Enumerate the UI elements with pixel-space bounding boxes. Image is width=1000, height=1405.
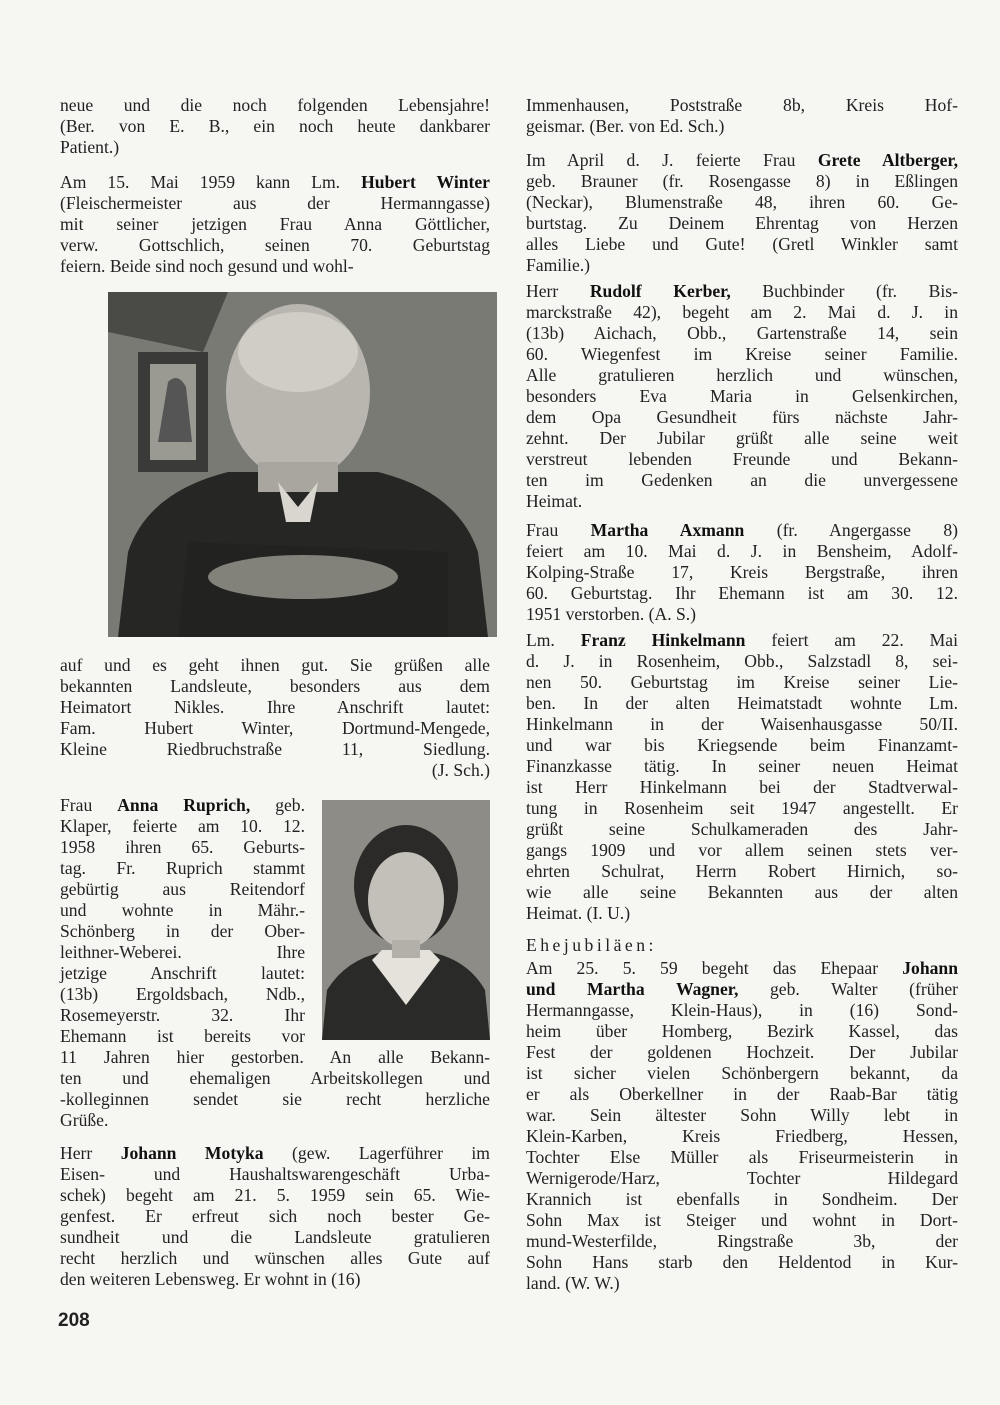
- text-line: marckstraße 42), begeht am 2. Mai d. J. in: [526, 302, 958, 322]
- text-line: den weiteren Lebensweg. Er wohnt in (16): [60, 1269, 361, 1289]
- bold-name: Anna Ruprich,: [117, 795, 251, 815]
- paragraph: [60, 95, 490, 158]
- text-segment: Herr: [60, 1143, 121, 1163]
- text-line: neue und die noch folgenden Lebensjahre!: [60, 95, 490, 115]
- text-line: gebürtig aus Reitendorf: [60, 879, 305, 899]
- text-line: ben. In der alten Heimatstadt wohnte Lm.: [526, 693, 958, 713]
- text-line: Finanzkasse tätig. In seiner neuen Heimat: [526, 756, 958, 776]
- paragraph: [526, 95, 958, 137]
- text-line: tung in Rosenheim seit 1947 angestellt. Er: [526, 798, 958, 818]
- text-line: Kleine Riedbruchstraße 11, Siedlung.: [60, 739, 490, 759]
- text-line: burtstag. Zu Deinem Ehrentag von Herzen: [526, 213, 958, 233]
- text-line: geismar. (Ber. von Ed. Sch.): [526, 116, 725, 136]
- text-line: Heimat.: [526, 491, 583, 511]
- text-line: [526, 630, 958, 651]
- text-segment: Frau: [60, 795, 118, 815]
- text-line: (J. Sch.): [431, 760, 490, 780]
- text-line: Heimatort Nikles. Ihre Anschrift lautet:: [60, 697, 490, 717]
- paragraph: [526, 935, 958, 956]
- bold-name: Grete Altberger,: [817, 150, 958, 170]
- text-line: ten im Gedenken an die unvergessene: [526, 470, 958, 490]
- bold-name: Hubert Winter: [361, 172, 490, 192]
- text-line: 60. Wiegenfest im Kreise seiner Familie.: [526, 344, 958, 364]
- text-line: [526, 979, 958, 1000]
- text-line: feiert am 10. Mai d. J. in Bensheim, Adolf-: [526, 541, 958, 561]
- text-line: Klein-Karben, Kreis Friedberg, Hessen,: [526, 1126, 958, 1146]
- text-line: Kolping-Straße 17, Kreis Bergstraße, ihren: [526, 562, 958, 582]
- text-line: verw. Gottschlich, seinen 70. Geburtstag: [60, 235, 490, 255]
- text-line: wie alle seine Bekannten aus der alten: [526, 882, 958, 902]
- text-line: geb. Brauner (fr. Rosengasse 8) in Eßlingen: [526, 171, 958, 191]
- paragraph: [526, 520, 958, 625]
- text-line: [526, 958, 958, 979]
- text-line: und war bis Kriegsende beim Finanzamt-: [526, 735, 958, 755]
- text-line: [60, 172, 490, 193]
- text-line: Grüße.: [60, 1110, 109, 1130]
- text-line: besonders Eva Maria in Gelsenkirchen,: [526, 386, 958, 406]
- text-line: feiern. Beide sind noch gesund und wohl-: [60, 256, 354, 276]
- text-line: Schönberg in der Ober-: [60, 921, 305, 941]
- text-line: Immenhausen, Poststraße 8b, Kreis Hof-: [526, 95, 958, 115]
- text-line: (Neckar), Blumenstraße 48, ihren 60. Ge-: [526, 192, 958, 212]
- text-line: Patient.): [60, 137, 120, 157]
- text-segment: feiert am 22. Mai: [745, 630, 958, 650]
- text-line: Ehemann ist bereits vor: [60, 1026, 305, 1046]
- text-segment: Herr: [526, 281, 590, 301]
- text-segment: Im April d. J. feierte Frau: [526, 150, 818, 170]
- bold-name: Franz Hinkelmann: [580, 630, 746, 650]
- text-line: verstreut lebenden Freunde und Bekann-: [526, 449, 958, 469]
- text-line: [60, 1143, 490, 1164]
- text-line: [526, 281, 958, 302]
- text-line: mit seiner jetzigen Frau Anna Göttlicher,: [60, 214, 490, 234]
- text-line: und wohnte in Mähr.-: [60, 900, 305, 920]
- text-line: ist Herr Hinkelmann bei der Stadtverwal-: [526, 777, 958, 797]
- paragraph: [526, 630, 958, 924]
- text-line: 11 Jahren hier gestorben. An alle Bekann-: [60, 1047, 490, 1067]
- text-line: (Ber. von E. B., ein noch heute dankbarer: [60, 116, 490, 136]
- text-line: dem Opa Gesundheit fürs nächste Jahr-: [526, 407, 958, 427]
- text-line: genfest. Er erfreut sich noch bester Ge-: [60, 1206, 490, 1226]
- text-line: leithner-Weberei. Ihre: [60, 942, 305, 962]
- text-segment: Frau: [526, 520, 591, 540]
- text-line: er als Oberkellner in der Raab-Bar tätig: [526, 1084, 958, 1104]
- text-line: [526, 520, 958, 541]
- text-line: -kolleginnen sendet sie recht herzliche: [60, 1089, 490, 1109]
- text-line: ten und ehemaligen Arbeitskollegen und: [60, 1068, 490, 1088]
- text-line: auf und es geht ihnen gut. Sie grüßen alle: [60, 655, 490, 675]
- text-line: Hinkelmann in der Waisenhausgasse 50/II.: [526, 714, 958, 734]
- text-line: mund-Westerfilde, Ringstraße 3b, der: [526, 1231, 958, 1251]
- text-line: heim über Homberg, Bezirk Kassel, das: [526, 1021, 958, 1041]
- text-line: Klaper, feierte am 10. 12.: [60, 816, 305, 836]
- text-line: 1958 ihren 65. Geburts-: [60, 837, 305, 857]
- text-segment: Am 15. Mai 1959 kann Lm.: [60, 172, 362, 192]
- text-line: d. J. in Rosenheim, Obb., Salzstadl 8, sei-: [526, 651, 958, 671]
- text-line: sundheit und die Landsleute gratulieren: [60, 1227, 490, 1247]
- text-line: Wernigerode/Harz, Tochter Hildegard: [526, 1168, 958, 1188]
- text-line: 1951 verstorben. (A. S.): [526, 604, 697, 624]
- text-line: Alle gratulieren herzlich und wünschen,: [526, 365, 958, 385]
- bold-name: und Martha Wagner,: [526, 979, 739, 999]
- text-line: alles Liebe und Gute! (Gretl Winkler samt: [526, 234, 958, 254]
- text-line: Hermanngasse, Klein-Haus), in (16) Sond-: [526, 1000, 958, 1020]
- text-line: (13b) Ergoldsbach, Ndb.,: [60, 984, 305, 1004]
- text-line: war. Sein ältester Sohn Willy lebt in: [526, 1105, 958, 1125]
- text-line: Eisen- und Haushaltswarengeschäft Urba-: [60, 1164, 490, 1184]
- text-line: gangs 1909 und vor allem seinen stets ver-: [526, 840, 958, 860]
- text-line: Rosemeyerstr. 32. Ihr: [60, 1005, 305, 1025]
- bold-name: Rudolf Kerber,: [589, 281, 731, 301]
- text-line: [526, 150, 958, 171]
- text-line: land. (W. W.): [526, 1273, 620, 1293]
- paragraph: [60, 1143, 490, 1290]
- text-line: ist sicher vielen Schönbergern bekannt, da: [526, 1063, 958, 1083]
- photo-hubert-winter: [108, 292, 497, 637]
- text-line: 60. Geburtstag. Ihr Ehemann ist am 30. 12.: [526, 583, 958, 603]
- text-line: Tochter Else Müller als Friseurmeisterin in: [526, 1147, 958, 1167]
- text-line: [60, 795, 305, 816]
- text-line: tag. Fr. Ruprich stammt: [60, 858, 305, 878]
- text-line: recht herzlich und wünschen alles Gute auf: [60, 1248, 490, 1268]
- text-line: Fest der goldenen Hochzeit. Der Jubilar: [526, 1042, 958, 1062]
- photo-anna-ruprich: [322, 800, 490, 1040]
- text-segment: Am 25. 5. 59 begeht das Ehepaar: [526, 958, 903, 978]
- text-line: schek) begeht am 21. 5. 1959 sein 65. Wie-: [60, 1185, 490, 1205]
- paragraph: [526, 281, 958, 512]
- text-line: bekannten Landsleute, besonders aus dem: [60, 676, 490, 696]
- bold-name: Johann Motyka: [120, 1143, 264, 1163]
- text-line: (Fleischermeister aus der Hermanngasse): [60, 193, 490, 213]
- paragraph: [526, 150, 958, 276]
- bold-name: Martha Axmann: [590, 520, 745, 540]
- text-line: grüßt seine Schulkameraden des Jahr-: [526, 819, 958, 839]
- text-line: Familie.): [526, 255, 591, 275]
- page-number: 208: [58, 1310, 90, 1331]
- text-line: Krannich ist ebenfalls in Sondheim. Der: [526, 1189, 958, 1209]
- text-segment: geb.: [250, 795, 306, 815]
- paragraph: [60, 172, 490, 277]
- paragraph: [60, 655, 490, 781]
- text-line: nen 50. Geburtstag im Kreise seiner Lie-: [526, 672, 958, 692]
- text-line: jetzige Anschrift lautet:: [60, 963, 305, 983]
- text-line: ehrten Schulrat, Herrn Robert Hirnich, so-: [526, 861, 958, 881]
- text-segment: geb. Walter (früher: [738, 979, 958, 999]
- text-line: Fam. Hubert Winter, Dortmund-Mengede,: [60, 718, 490, 738]
- paragraph: [526, 958, 958, 1294]
- bold-name: Johann: [902, 958, 958, 978]
- text-line: zehnt. Der Jubilar grüßt alle seine weit: [526, 428, 958, 448]
- text-line: Ehejubiläen:: [526, 935, 657, 955]
- text-line: Sohn Hans starb den Heldentod in Kur-: [526, 1252, 958, 1272]
- text-line: (13b) Aichach, Obb., Gartenstraße 14, sein: [526, 323, 958, 343]
- text-segment: Buchbinder (fr. Bis-: [730, 281, 958, 301]
- text-segment: (fr. Angergasse 8): [744, 520, 958, 540]
- text-segment: Lm.: [526, 630, 581, 650]
- text-segment: (gew. Lagerführer im: [263, 1143, 490, 1163]
- text-line: Heimat. (I. U.): [526, 903, 631, 923]
- text-line: Sohn Max ist Steiger und wohnt in Dort-: [526, 1210, 958, 1230]
